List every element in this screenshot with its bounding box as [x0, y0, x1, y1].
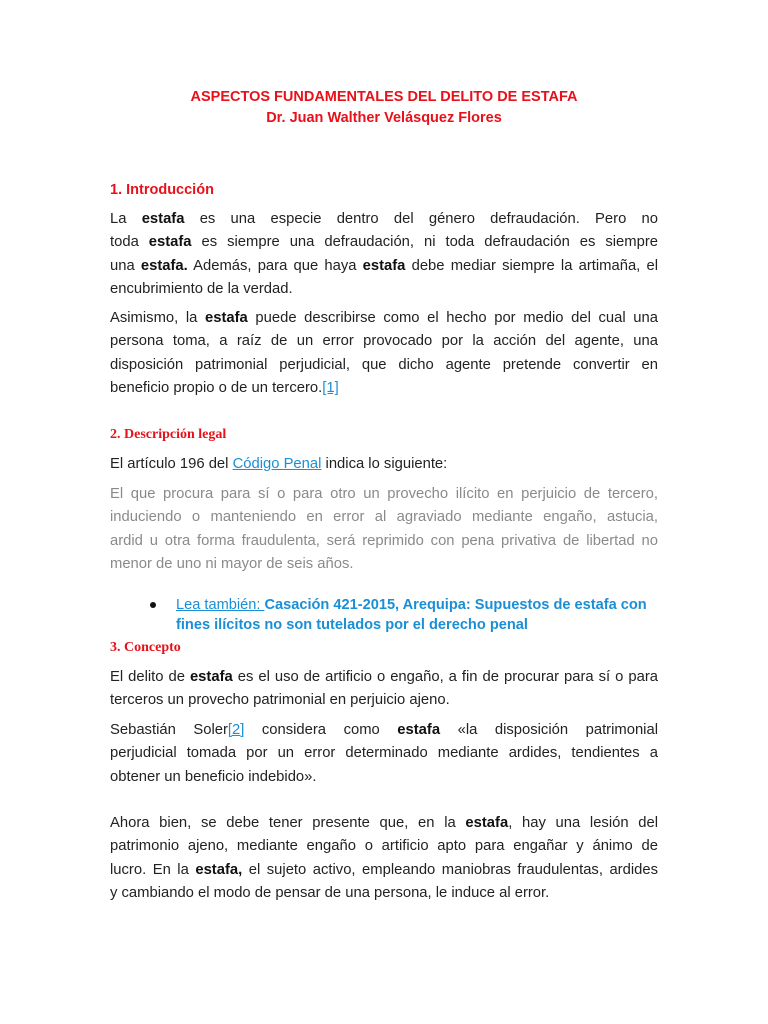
paragraph-concepto-3: Ahora bien, se debe tener presente que, en la estafa, hay una lesión del patrimonio ajeno, mediante engaño o artificio apto para engañar y ánimo de lucro. En la estafa, el sujeto activo, empleando maniobras fraudulentas, ardides y cambiando el modo de pensar de una persona, le induce al error. — [110, 815, 659, 902]
legal-quote: El que procura para sí o para otro un provecho ilícito en perjuicio de tercero, induciendo o manteniendo en error al agraviado mediante engaño, astucia, ardid u otra forma fraudulenta, será reprimido con pena privativa de libertad no menor de uno ni mayor de seis años. — [110, 486, 658, 573]
footnote-link-2[interactable]: [2] — [227, 722, 245, 738]
bullet-dot-icon — [150, 602, 156, 608]
section-heading-introduccion: 1. Introducción — [110, 182, 214, 198]
paragraph-concepto-1: El delito de estafa es el uso de artificio o engaño, a fin de procurar para sí o para terceros un provecho patrimonial en perjuicio ajeno. — [110, 669, 658, 709]
section-heading-concepto: 3. Concepto — [110, 640, 181, 655]
footnote-link-1[interactable]: [1] — [322, 380, 339, 397]
related-article-link[interactable]: Lea también: Casación 421-2015, Arequipa: Supuestos de estafa con fines ilícitos no son tutelados por el derecho penal — [176, 597, 647, 633]
document-title: ASPECTOS FUNDAMENTALES DEL DELITO DE ESTAFA — [190, 89, 578, 105]
paragraph-intro-1: La estafa es una especie dentro del género defraudación. Pero no toda estafa es siempre una defraudación, ni toda defraudación es siempre una estafa. Además, para que haya estafa debe mediar siempre la artimaña, el encubrimiento de la verdad. — [110, 211, 658, 298]
paragraph-intro-2: Asimismo, la estafa puede describirse como el hecho por medio del cual una persona toma, a raíz de un error provocado por la acción del agente, una disposición patrimonial perjudicial, que dicho agente pretende convertir en beneficio propio o de un tercero.[1] — [110, 310, 658, 397]
document-author: Dr. Juan Walther Velásquez Flores — [266, 110, 502, 126]
section-heading-descripcion-legal: 2. Descripción legal — [110, 427, 227, 442]
paragraph-legal-intro: El artículo 196 del Código Penal indica lo siguiente: — [110, 456, 448, 472]
codigo-penal-link[interactable]: Código Penal — [232, 456, 322, 472]
paragraph-concepto-2: Sebastián Soler[2] considera como estafa «la disposición patrimonial perjudicial tomada por un error determinado mediante ardides, tendientes a obtener un beneficio indebido». — [110, 722, 658, 785]
